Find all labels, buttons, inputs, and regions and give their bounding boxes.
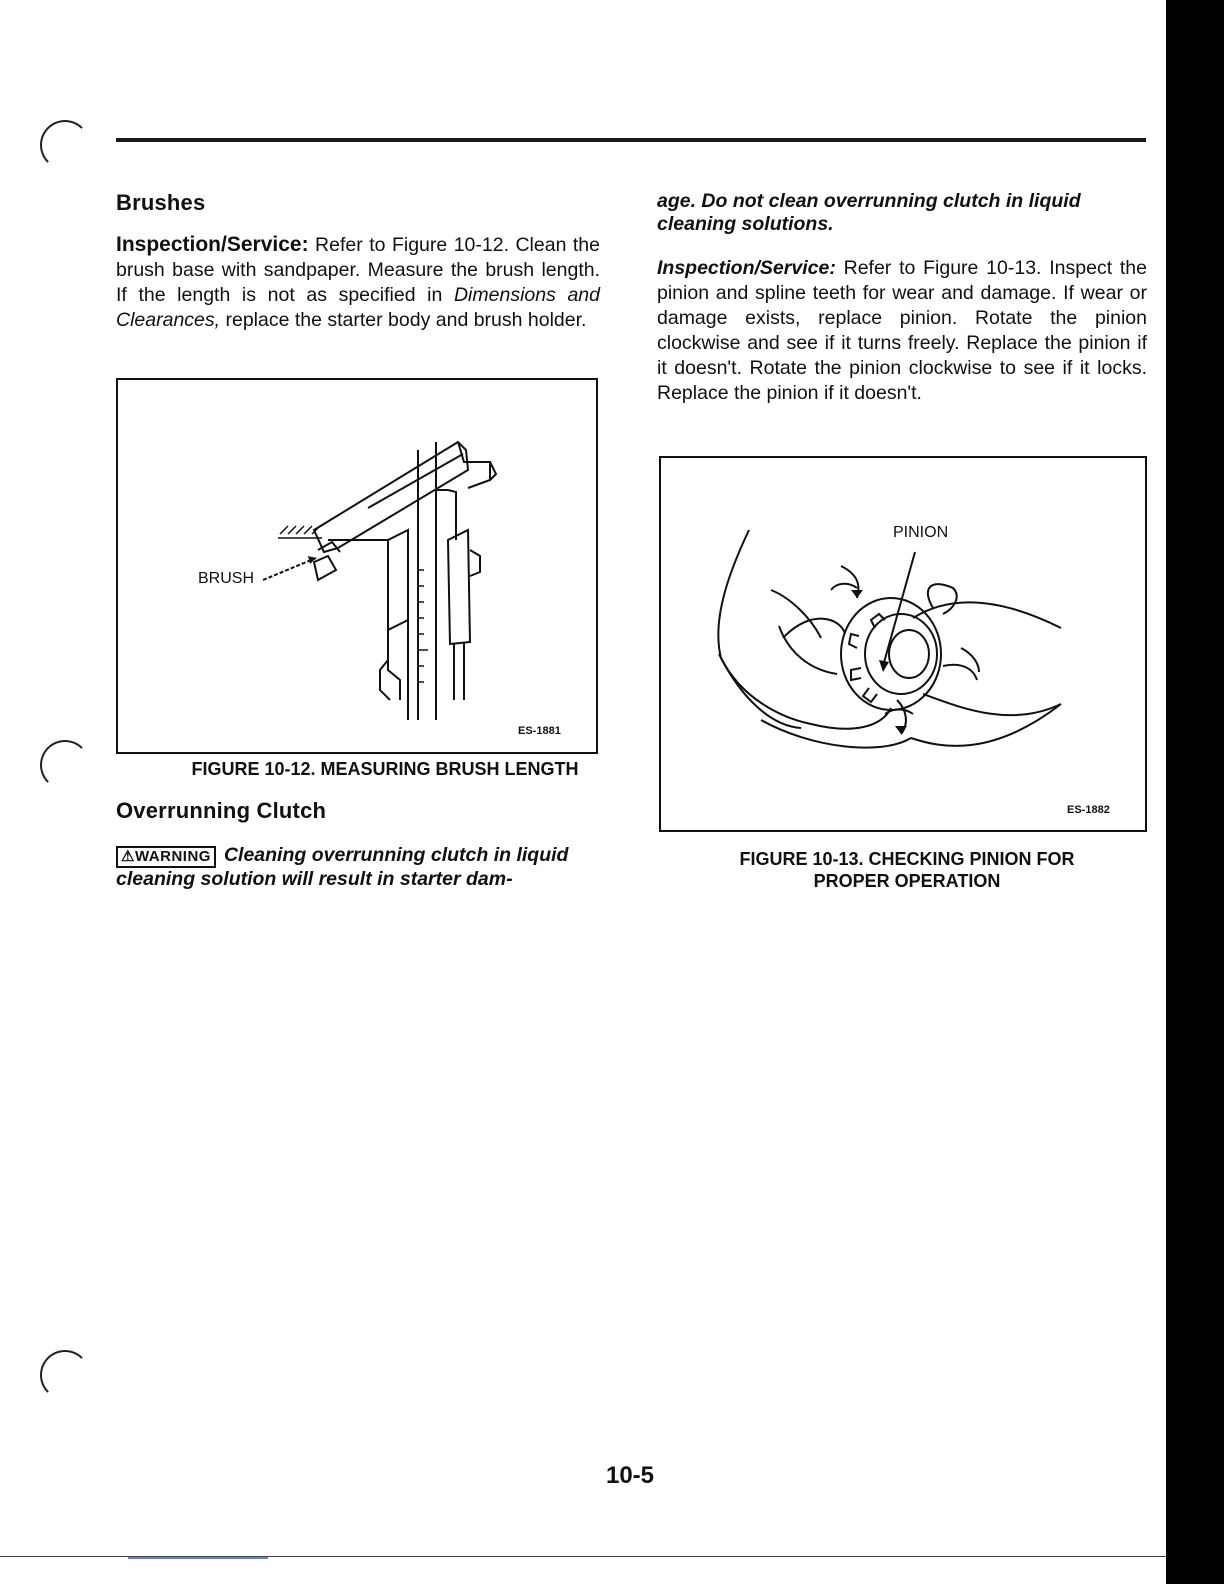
warning-badge: ⚠WARNING — [116, 846, 216, 868]
figure-10-12-caption: FIGURE 10-12. MEASURING BRUSH LENGTH — [191, 759, 579, 779]
figure-10-13-caption: FIGURE 10-13. CHECKING PINION FOR PROPER OPERATION — [739, 849, 1075, 891]
figure-code: ES-1881 — [518, 725, 561, 737]
inspection-lead: Inspection/Service: — [657, 257, 836, 279]
pinion-label: PINION — [893, 524, 949, 541]
binder-hole-mark — [40, 1350, 90, 1400]
brush-label: BRUSH — [198, 570, 255, 587]
figure-10-12 — [116, 378, 598, 754]
footer-mark — [128, 1557, 268, 1559]
brushes-heading: Brushes — [116, 190, 206, 215]
caliper-illustration — [118, 380, 596, 752]
right-column — [657, 190, 1147, 406]
warning-text: Cleaning overrunning clutch in liquid cleaning solution will result in starter dam- — [116, 844, 569, 890]
pinion-inspection-paragraph: Inspection/Service: Refer to Figure 10-13. Inspect the pinion and spline teeth for wear and damage. If wear or damage exists, replace pinion. Rotate the pinion clockwise and see if it turns freely. Replace the pinion if it doesn't. Rotate the pinion clockwise to see if it locks. Replace the pinion if it doesn't. — [657, 257, 1147, 404]
figure-code: ES-1882 — [1067, 804, 1110, 816]
clutch-section — [116, 798, 600, 891]
pinion-illustration — [661, 458, 1145, 830]
binder-hole-mark — [40, 120, 90, 170]
page-number: 10-5 — [605, 1462, 655, 1489]
warning-continuation: age. Do not clean overrunning clutch in liquid cleaning solutions. — [657, 190, 1081, 235]
figure-10-13 — [659, 456, 1147, 832]
left-column — [116, 190, 600, 333]
warning-paragraph — [116, 844, 600, 891]
scan-edge-bar — [1166, 0, 1224, 1584]
brushes-lead: Inspection/Service: — [116, 233, 309, 256]
overrunning-clutch-heading: Overrunning Clutch — [116, 798, 327, 823]
brushes-paragraph: Inspection/Service: Refer to Figure 10-12. Clean the brush base with sandpaper. Measure the brush length. If the length is not as specified in Dimensions and Clearances, replace the starter body and brush holder. — [116, 233, 600, 331]
binder-hole-mark — [40, 740, 90, 790]
header-rule — [116, 138, 1146, 142]
